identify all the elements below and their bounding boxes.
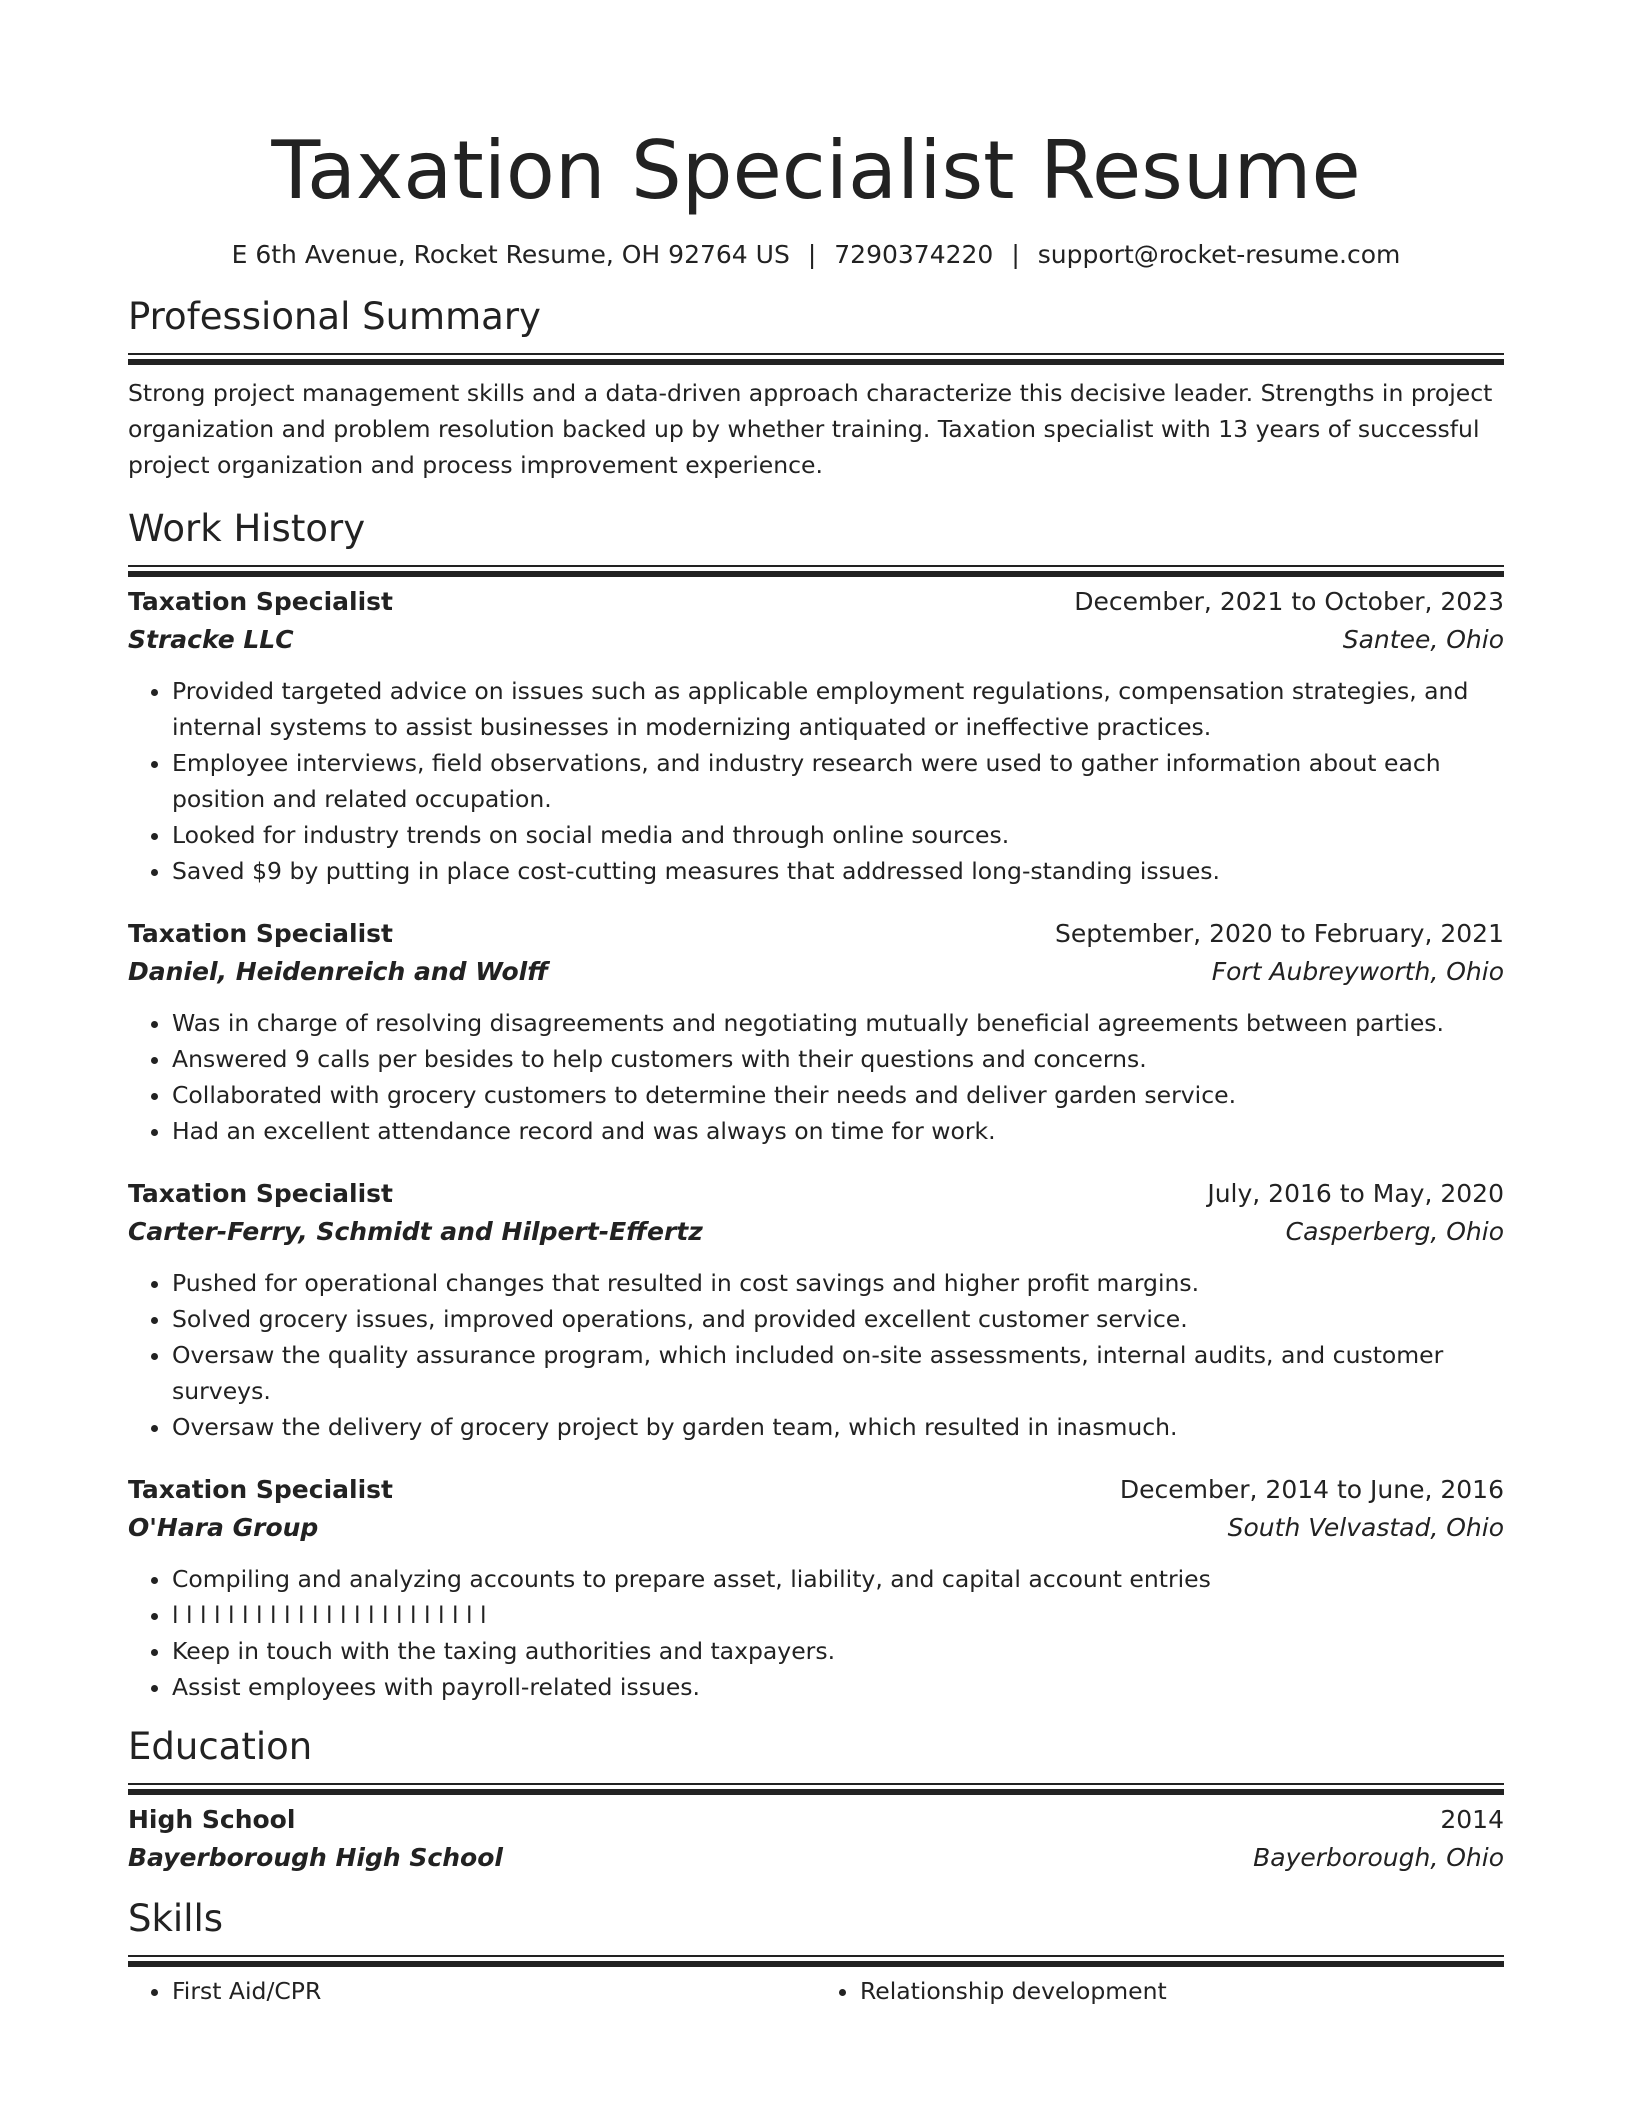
list-item: • Collaborated with grocery customers to determine their needs and deliver garden service. [172, 1077, 1504, 1113]
list-item: • Was in charge of resolving disagreements and negotiating mutually beneficial agreements between parties. [172, 1005, 1504, 1041]
job-location: Santee, Ohio [1342, 625, 1504, 654]
list-item: • Compiling and analyzing accounts to prepare asset, liability, and capital account entries [172, 1561, 1504, 1597]
list-item: • Keep in touch with the taxing authorities and taxpayers. [172, 1633, 1504, 1669]
job-location: Casperberg, Ohio [1285, 1217, 1504, 1246]
list-item: • Answered 9 calls per besides to help customers with their questions and concerns. [172, 1041, 1504, 1077]
job-company: O'Hara Group [128, 1513, 319, 1542]
section-divider [128, 565, 1504, 567]
section-divider [128, 1955, 1504, 1957]
skills-column-left [128, 1973, 816, 2009]
job-company: Stracke LLC [128, 625, 294, 654]
contact-separator: | [807, 240, 817, 269]
job-bullets [128, 1265, 1504, 1445]
job-subheader [128, 1213, 1504, 1251]
job-title: Taxation Specialist [128, 919, 393, 948]
job-title: Taxation Specialist [128, 1475, 393, 1504]
job-title: Taxation Specialist [128, 1179, 393, 1208]
job-bullets [128, 1005, 1504, 1149]
list-item: • l l l l l l l l l l l l l l l l l l l l l l l [172, 1597, 1504, 1633]
job-title: Taxation Specialist [128, 587, 393, 616]
job-dates: September, 2020 to February, 2021 [1055, 919, 1504, 948]
contact-email: support@rocket-resume.com [1037, 240, 1401, 269]
education-location: Bayerborough, Ohio [1253, 1843, 1504, 1872]
list-item: • Looked for industry trends on social media and through online sources. [172, 817, 1504, 853]
job-dates: December, 2014 to June, 2016 [1119, 1475, 1504, 1504]
list-item: • Employee interviews, field observations, and industry research were used to gather information about each position and related occupation. [172, 745, 1504, 817]
list-item: • Oversaw the quality assurance program, which included on-site assessments, internal audits, and customer surveys. [172, 1337, 1504, 1409]
job-company: Carter-Ferry, Schmidt and Hilpert-Effertz [128, 1217, 703, 1246]
job-header [128, 583, 1504, 621]
job-dates: July, 2016 to May, 2020 [1207, 1179, 1504, 1208]
contact-address: E 6th Avenue, Rocket Resume, OH 92764 US [231, 240, 790, 269]
skill-item: • Relationship development [860, 1973, 1504, 2009]
list-item: • Provided targeted advice on issues such as applicable employment regulations, compensation strategies, and internal systems to assist businesses in modernizing antiquated or ineffective practices. [172, 673, 1504, 745]
education-entry [128, 1801, 1504, 1877]
list-item: • Solved grocery issues, improved operations, and provided excellent customer service. [172, 1301, 1504, 1337]
section-divider [128, 353, 1504, 355]
list-item: • Assist employees with payroll-related issues. [172, 1669, 1504, 1705]
job-subheader [128, 621, 1504, 659]
skills-grid [128, 1973, 1504, 2009]
section-title-work-history: Work History [128, 507, 366, 550]
summary-section [128, 295, 1504, 483]
education-subheader [128, 1839, 1504, 1877]
skills-section [128, 1897, 1504, 2009]
list-item: • Oversaw the delivery of grocery project by garden team, which resulted in inasmuch. [172, 1409, 1504, 1445]
section-divider [128, 1783, 1504, 1785]
job-entry [128, 583, 1504, 889]
contact-separator: | [1011, 240, 1020, 269]
list-item: • Had an excellent attendance record and was always on time for work. [172, 1113, 1504, 1149]
education-school: Bayerborough High School [128, 1843, 503, 1872]
list-item: • Pushed for operational changes that resulted in cost savings and higher profit margins. [172, 1265, 1504, 1301]
section-title-skills: Skills [128, 1897, 224, 1940]
skill-item: • First Aid/CPR [172, 1973, 816, 2009]
job-dates: December, 2021 to October, 2023 [1074, 587, 1504, 616]
job-entry [128, 1175, 1504, 1445]
job-bullets [128, 673, 1504, 889]
contact-line [128, 239, 1504, 271]
work-history-section [128, 507, 1504, 1705]
job-header [128, 1175, 1504, 1213]
education-year: 2014 [1440, 1805, 1504, 1834]
education-degree: High School [128, 1805, 296, 1834]
resume-title: Taxation Specialist Resume [271, 124, 1361, 217]
job-entry [128, 1471, 1504, 1705]
job-location: Fort Aubreyworth, Ohio [1211, 957, 1504, 986]
job-location: South Velvastad, Ohio [1227, 1513, 1504, 1542]
job-header [128, 1471, 1504, 1509]
job-subheader [128, 953, 1504, 991]
list-item: • Saved $9 by putting in place cost-cutting measures that addressed long-standing issues. [172, 853, 1504, 889]
section-title-summary: Professional Summary [128, 295, 541, 338]
job-header [128, 915, 1504, 953]
job-subheader [128, 1509, 1504, 1547]
job-company: Daniel, Heidenreich and Wolff [128, 957, 549, 986]
resume-page [128, 0, 1504, 2009]
skills-column-right [816, 1973, 1504, 2009]
education-section [128, 1725, 1504, 1877]
summary-text: Strong project management skills and a data-driven approach characterize this decisive leader. Strengths in project organization and problem resolution backed up by whether training. Taxation specialist with 13 years of successful project organization and process improvement experience. [128, 379, 1493, 479]
section-title-education: Education [128, 1725, 313, 1768]
job-entry [128, 915, 1504, 1149]
job-bullets [128, 1561, 1504, 1705]
contact-phone: 7290374220 [834, 240, 994, 269]
education-header [128, 1801, 1504, 1839]
